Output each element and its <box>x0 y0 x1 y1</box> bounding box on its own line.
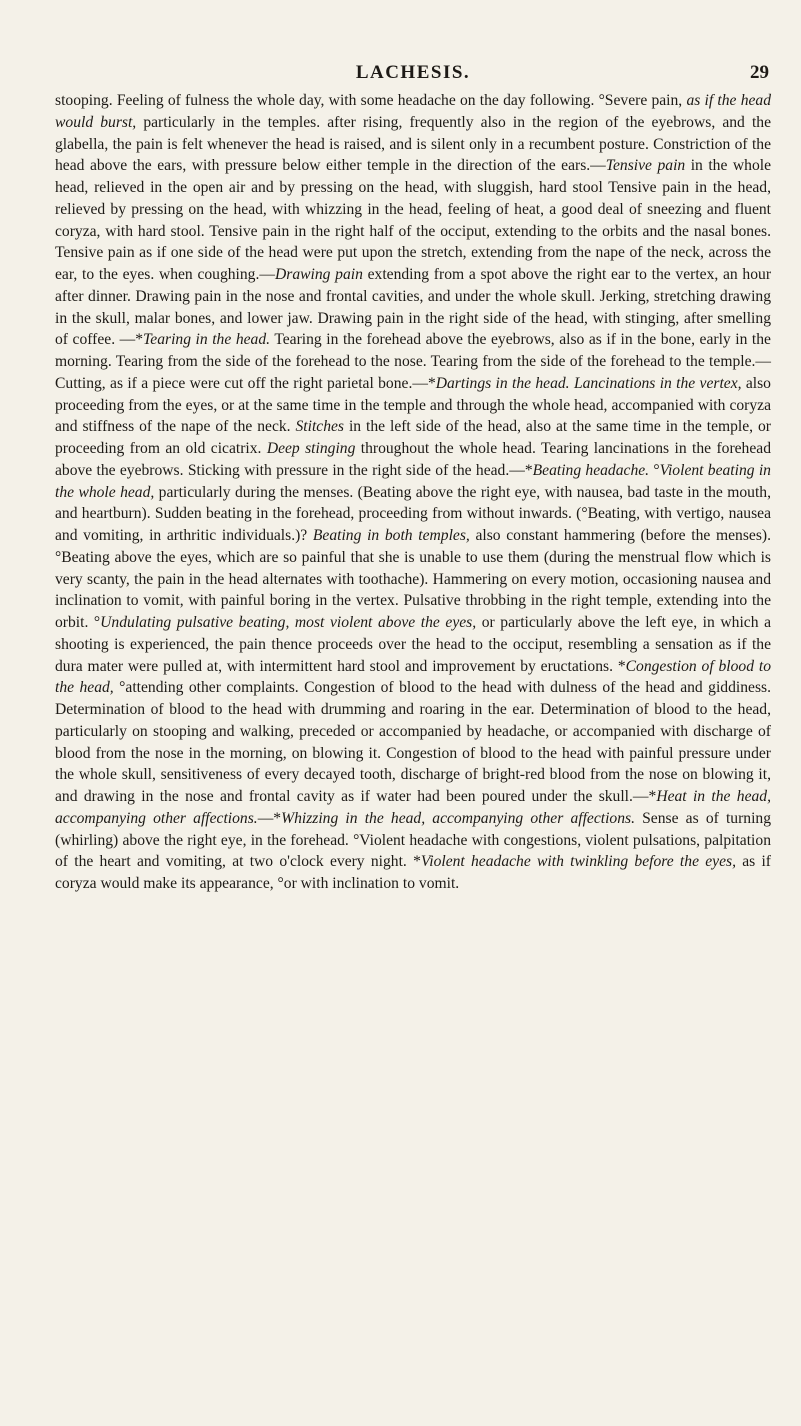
italic-text-segment: Tearing in the head. <box>143 331 271 349</box>
italic-text-segment: Beating headache. <box>532 461 650 479</box>
text-segment: in the left side of the head, also at the same time in the temple, or proceeding from an old cicatrix. <box>55 418 772 457</box>
italic-text-segment: Whizzing in the head, accompanying other affections. <box>281 809 635 827</box>
italic-text-segment: Congestion of blood to the head, <box>55 657 772 697</box>
body-paragraph <box>55 90 771 895</box>
italic-text-segment: Tensive pain <box>605 157 686 175</box>
italic-text-segment: Lancinations in the vertex, <box>573 374 742 392</box>
italic-text-segment: Stitches <box>295 418 345 436</box>
text-segment: Sense as of turning (whirling) above the right eye, in the forehead. °Violent headache with congestions, violent pulsations, palpitation of the heart and vomiting, at two o'clock every night. * <box>55 809 772 871</box>
italic-text-segment: Heat in the head, accompanying other affections. <box>55 788 771 827</box>
italic-text-segment: Violent beating in the whole head, <box>55 461 771 501</box>
text-segment: also proceeding from the eyes, or at the same time in the temple and through the whole head, accompanied with coryza and stiffness of the nape of the neck. <box>55 374 771 436</box>
page-number: 29 <box>750 62 769 83</box>
page-header <box>55 40 771 90</box>
italic-text-segment: Deep stinging <box>266 440 356 457</box>
italic-text-segment: as if the head would burst, <box>55 92 772 131</box>
text-segment: particularly during the menses. (Beating above the right eye, with nausea, bad taste in the mouth, and heartburn). Sudden beating in the forehead, proceeding from without inwards. (°Beating, with vertigo, nausea and vomiting, in arthritic individuals.)? <box>55 483 771 544</box>
text-segment: or particularly above the left eye, in which a shooting is experienced, the pain thence proceeds over the head to the occiput, resembling a sensation as if the dura mater were pulled at, with intermittent hard stool and improvement by eructations. * <box>55 614 771 675</box>
text-segment: °attending other complaints. Congestion of blood to the head with dulness of the head and giddiness. Determination of blood to the head with drumming and roaring in the ear. Determination of blood to the head, particularly on stooping and walking, preceded or accompanied by headache, or accompanied with discharge of blood from the nose in the morning, on blowing it. Congestion of blood to the head with painful pressure under the whole skull, sensitiveness of every decayed tooth, discharge of bright-red blood from the nose on blowing it, and drawing in the nose and frontal cavity as if water had been poured under the skull.—* <box>55 679 771 805</box>
text-segment: throughout the whole head. Tearing lancinations in the forehead above the eyebrows. Sticking with pressure in the right side of the head.—* <box>55 440 771 479</box>
running-title: LACHESIS. <box>355 62 471 83</box>
italic-text-segment: Dartings in the head. <box>435 374 570 392</box>
text-segment: also constant hammering (before the menses). °Beating above the eyes, which are so painful that she is unable to use them (during the menstrual flow which is very scanty, the pain in the head alternates with toothache). Hammering on every motion, occasioning nausea and inclination to vomit, with painful boring in the vertex. Pulsative throbbing in the right temple, extending into the orbit. ° <box>55 527 771 631</box>
italic-text-segment: Beating in both temples, <box>312 527 470 544</box>
text-segment: Tearing in the forehead above the eyebrows, also as if in the bone, early in the morning. Tearing from the side of the forehead to the nose. Tearing from the side of the forehead to the temple.—Cutting, as if a piece were cut off the right parietal bone.—* <box>55 331 771 392</box>
text-segment: particularly in the temples. after rising, frequently also in the region of the eyebrows, and the glabella, the pain is felt whenever the head is raised, and is silent only in a recumbent posture. Constriction of the head above the ears, with pressure below either temple in the direction of the ears.— <box>55 113 772 175</box>
text-segment: stooping. Feeling of fulness the whole day, with some headache on the day following. °Severe pain, <box>55 92 687 109</box>
text-segment: extending from a spot above the right ear to the vertex, an hour after dinner. Drawing pain in the nose and frontal cavities, and under the whole skull. Jerking, stretching drawing in the skull, malar bones, and lower jaw. Drawing pain in the right side of the head, with stinging, after smelling of coffee. —* <box>55 266 772 349</box>
text-segment: in the whole head, relieved in the open air and by pressing on the head, with sluggish, hard stool Tensive pain in the head, relieved by pressing on the head, with whizzing in the head, feeling of heat, a good deal of sneezing and fluent coryza, with hard stool. Tensive pain in the right half of the occiput, extending to the orbits and the nasal bones. Tensive pain as if one side of the head were put upon the stretch, extending from the nape of the neck, across the ear, to the eyes. when coughing.— <box>55 157 772 283</box>
italic-text-segment: Undulating pulsative beating, most violent above the eyes, <box>100 614 477 631</box>
italic-text-segment: Drawing pain <box>274 266 363 283</box>
italic-text-segment: Violent headache with twinkling before the eyes, <box>420 853 736 871</box>
text-segment: ° <box>649 461 660 479</box>
text-segment: as if coryza would make its appearance, °or with inclination to vomit. <box>55 853 771 892</box>
text-segment: —* <box>257 809 282 827</box>
